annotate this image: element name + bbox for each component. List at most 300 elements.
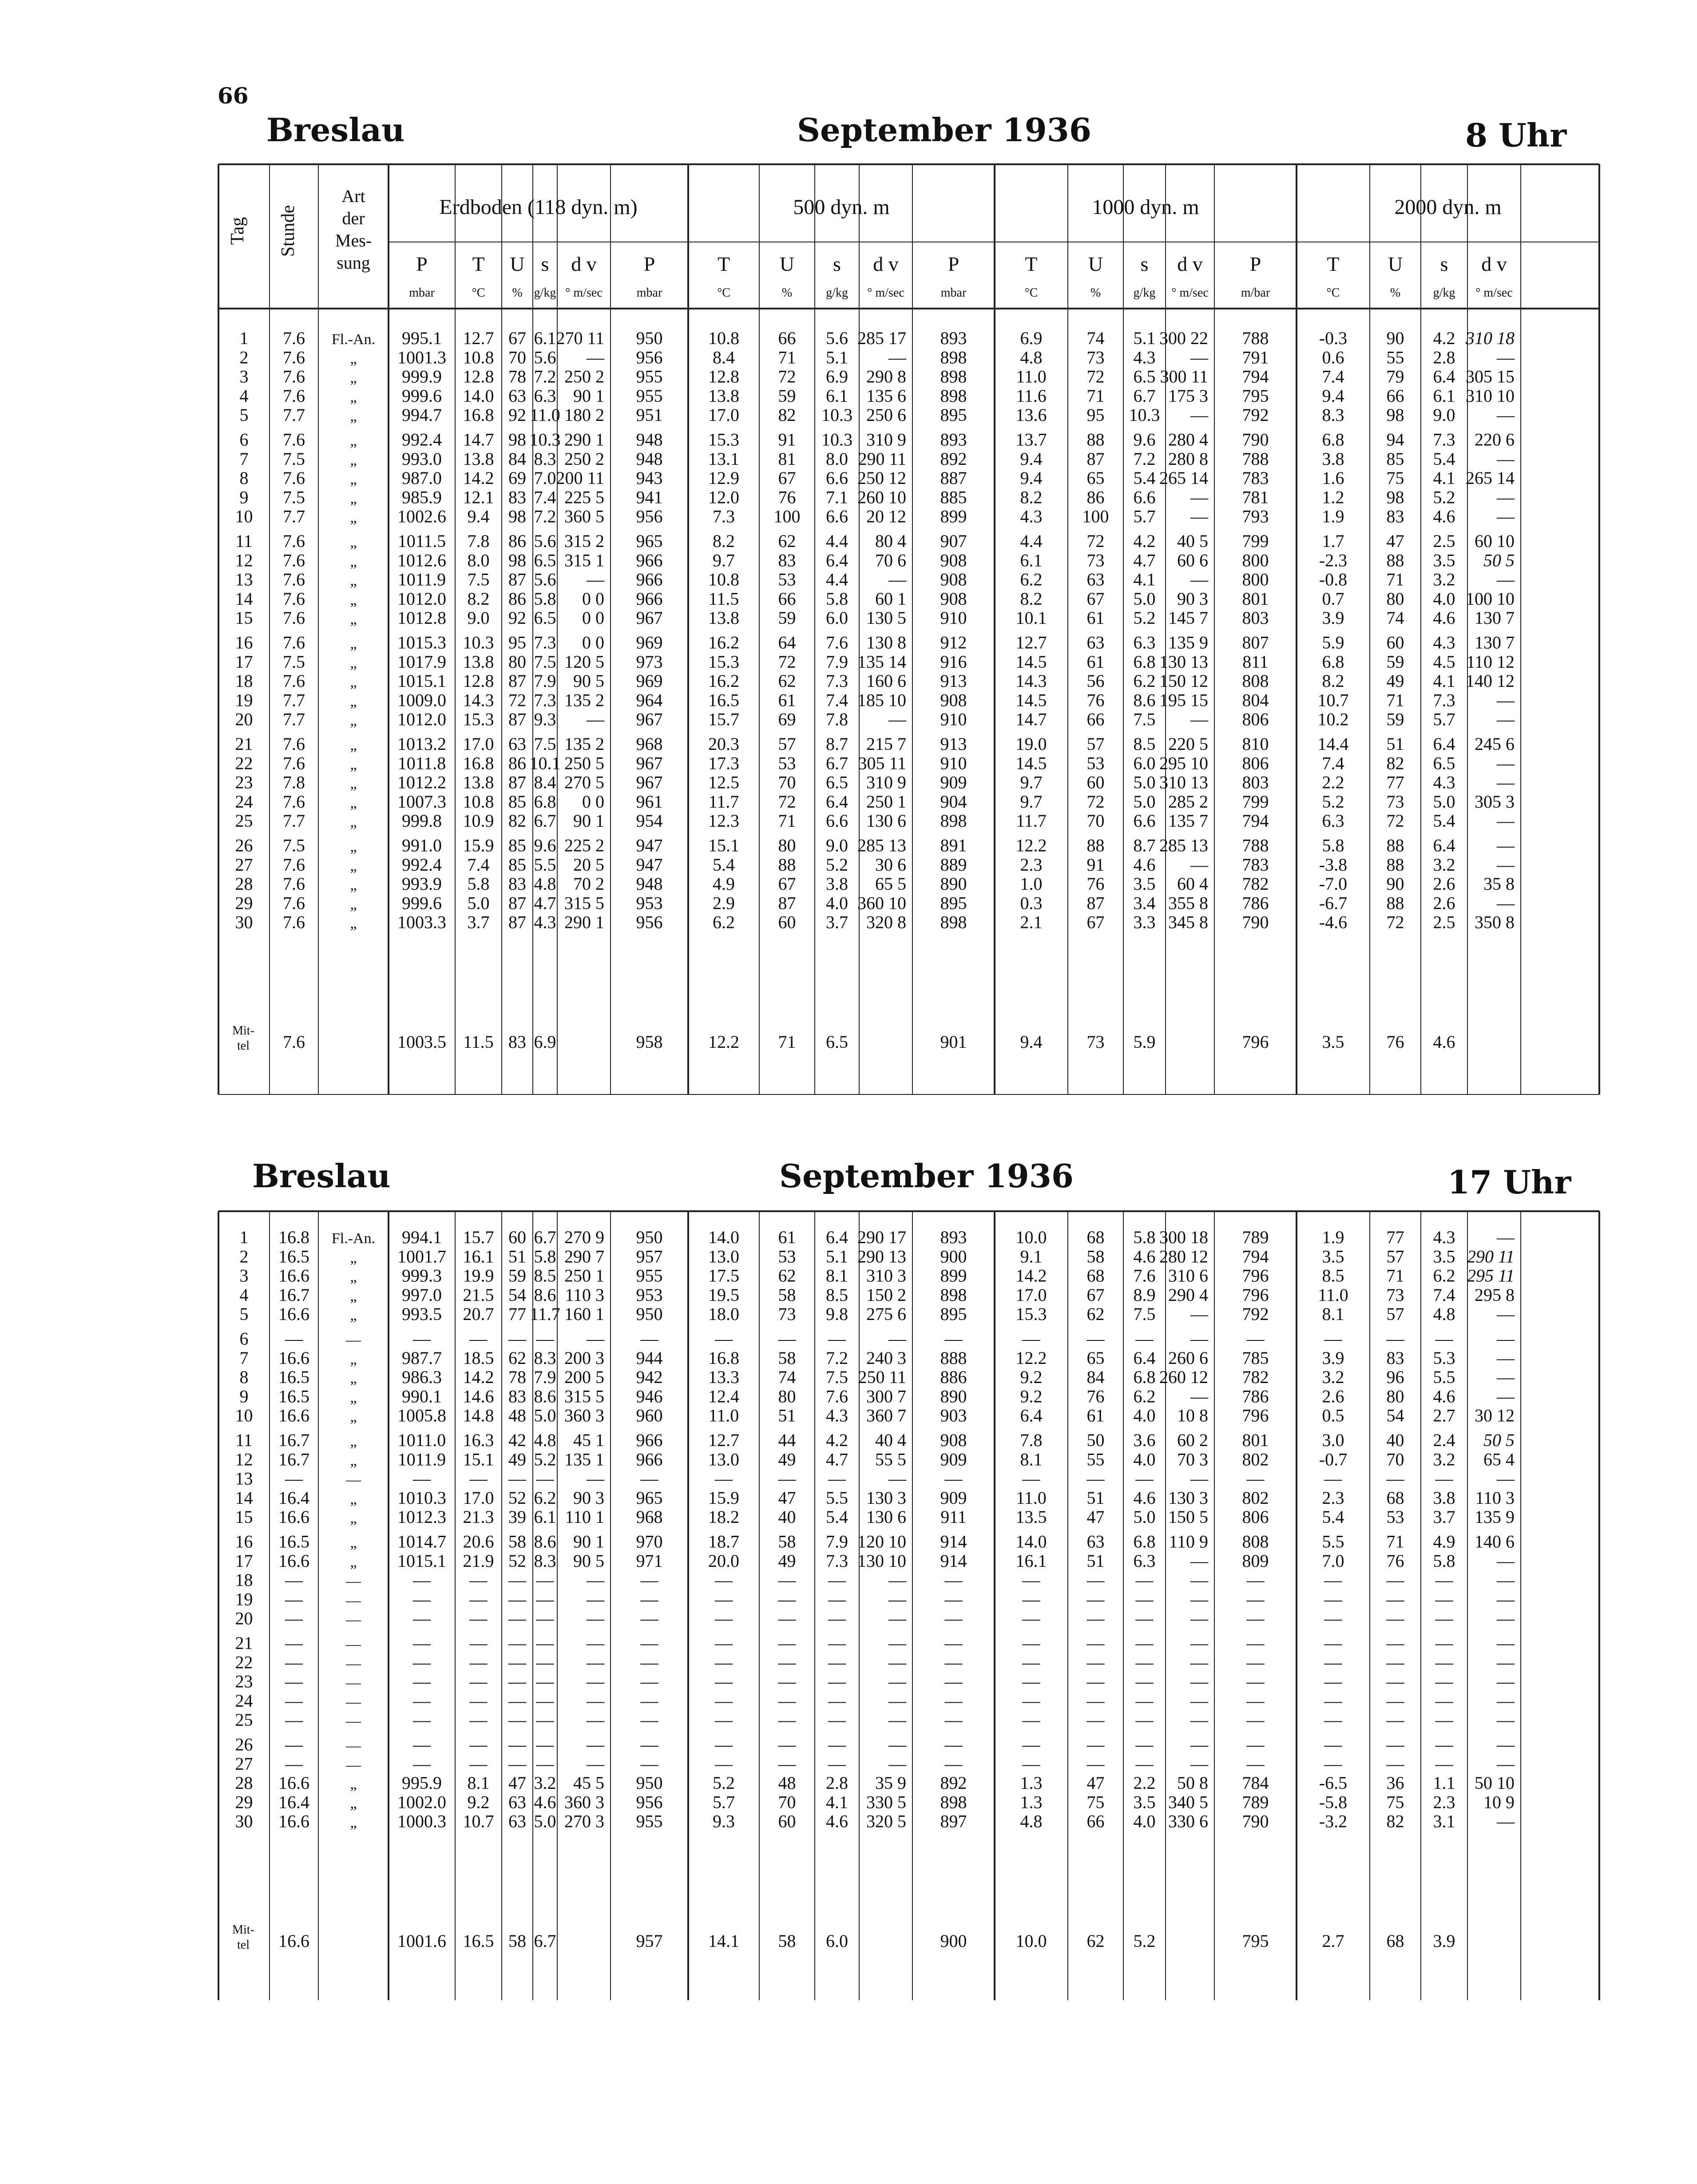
t17-cell: 914	[940, 1550, 967, 1571]
header-quantity: U	[1088, 253, 1103, 275]
t17-cell: —	[346, 1332, 361, 1348]
t8-mittel-cell: 6.5	[826, 1032, 848, 1052]
t17-cell: —	[469, 1608, 488, 1629]
t8-cell: 9.6	[534, 835, 556, 856]
t8-cell: 908	[940, 550, 967, 571]
t8-cell: 12.2	[1015, 835, 1047, 856]
t17-cell: —	[346, 1756, 361, 1773]
t8-cell: 72	[1086, 366, 1105, 387]
t8-cell: 135 9	[1168, 632, 1208, 653]
t17-cell: —	[1246, 1734, 1265, 1755]
t8-cell: 2.6	[1433, 874, 1455, 894]
header-unit: °C	[1024, 286, 1038, 300]
t17-cell: —	[1190, 1671, 1208, 1692]
t8-cell: 130 7	[1475, 608, 1515, 628]
t8-cell: 994.7	[402, 405, 442, 425]
t8-cell: -0.8	[1319, 569, 1348, 590]
t8-cell: 8.7	[826, 734, 848, 754]
t8-cell: 59	[778, 385, 796, 406]
t17-cell: „	[350, 1534, 357, 1551]
t17-cell: 4.0	[1133, 1449, 1156, 1470]
t8-cell: 6.4	[826, 791, 848, 812]
t8-cell: 5.0	[467, 893, 490, 913]
t8-cell: 5.6	[534, 347, 556, 368]
t17-cell: 52	[508, 1550, 526, 1571]
t8-cell: 74	[1386, 608, 1404, 628]
t8-cell: 310 18	[1466, 328, 1515, 348]
t17-cell: 83	[1386, 1348, 1404, 1368]
t17-cell: —	[413, 1633, 431, 1653]
t8-cell: 175 3	[1168, 385, 1208, 406]
t8-cell: —	[1497, 753, 1515, 773]
t17-cell: Fl.-An.	[331, 1230, 376, 1247]
t8-cell: 250 12	[857, 468, 906, 488]
t17-cell: —	[828, 1468, 846, 1489]
t8-cell: —	[1497, 811, 1515, 831]
t8-cell: 899	[940, 506, 967, 527]
t17-cell: —	[888, 1652, 906, 1673]
t8-cell: 13.8	[708, 608, 739, 628]
t17-cell: —	[285, 1608, 303, 1629]
header-unit: g/kg	[534, 286, 556, 300]
t17-cell: —	[1435, 1671, 1453, 1692]
t17-cell: 950	[636, 1773, 663, 1793]
t17-cell: 27	[235, 1753, 253, 1774]
t17-cell: —	[1386, 1468, 1404, 1489]
t8-cell: 9.0	[1433, 405, 1455, 425]
t17-cell: 5	[239, 1304, 249, 1324]
t17-cell: -3.2	[1319, 1811, 1348, 1831]
t8-cell: 200 11	[556, 468, 604, 488]
t17-cell: 8.9	[1133, 1284, 1156, 1305]
t8-cell: 4.4	[826, 569, 848, 590]
t8-cell: 7.6	[283, 874, 305, 894]
t17-cell: —	[715, 1633, 733, 1653]
t17-cell: —	[413, 1570, 431, 1590]
t17-cell: 5.8	[534, 1246, 556, 1267]
t17-cell: —	[888, 1328, 906, 1349]
t8-cell: 5.4	[713, 854, 735, 875]
t8-cell: 795	[1242, 385, 1269, 406]
t17-cell: 4.9	[1433, 1531, 1455, 1552]
t8-cell: 88	[1386, 854, 1404, 875]
t8-cell: —	[1497, 893, 1515, 913]
header-art: sung	[337, 253, 370, 273]
t17-cell: 806	[1242, 1507, 1269, 1527]
t17-cell: 50 5	[1483, 1430, 1515, 1450]
t8-cell: 7.6	[283, 366, 305, 387]
t8-cell: 75	[1386, 468, 1404, 488]
t17-cell: 250 11	[858, 1367, 906, 1387]
t17-cell: —	[944, 1671, 963, 1692]
t17-cell: 76	[1386, 1550, 1404, 1571]
t8-cell: 947	[636, 854, 663, 875]
t8-cell: 904	[940, 791, 967, 812]
t17-cell: 12.2	[1015, 1348, 1047, 1368]
t17-cell: 18.5	[463, 1348, 494, 1368]
t8-cell: 6.6	[826, 811, 848, 831]
t8-cell: 245 6	[1475, 734, 1515, 754]
t17-cell: 26	[235, 1734, 253, 1755]
t17-cell: „	[350, 1288, 357, 1304]
t17-cell: 8.3	[534, 1550, 556, 1571]
t17-cell: 84	[1086, 1367, 1105, 1387]
t17-cell: —	[1135, 1570, 1154, 1590]
t8-cell: 967	[636, 772, 663, 793]
t8-cell: 13.8	[708, 385, 739, 406]
t17-cell: —	[1324, 1570, 1342, 1590]
t8-cell: 6.4	[1433, 835, 1455, 856]
t8-cell: 791	[1242, 347, 1269, 368]
t8-cell: 70	[1086, 811, 1105, 831]
t17-cell: 785	[1242, 1348, 1269, 1368]
t8-cell: —	[1497, 835, 1515, 856]
t8-mittel-cell: 1003.5	[397, 1032, 446, 1052]
t17-cell: 892	[940, 1773, 967, 1793]
header-unit: %	[1090, 286, 1101, 300]
t8-cell: 85	[1386, 448, 1404, 469]
t8-cell: 71	[778, 347, 796, 368]
t17-cell: 5.5	[1322, 1531, 1344, 1552]
t8-cell: 7.6	[826, 632, 848, 653]
t8-cell: 1.9	[1322, 506, 1344, 527]
t17-cell: 29	[235, 1792, 253, 1812]
t17-cell: 6	[239, 1328, 249, 1349]
t17-mittel-label: tel	[237, 1938, 250, 1952]
t8-cell: 16.2	[708, 632, 739, 653]
t17-cell: 150 5	[1168, 1507, 1208, 1527]
t8-cell: 5.9	[1322, 632, 1344, 653]
t17-cell: 6.4	[1133, 1348, 1156, 1368]
t8-cell: 5.6	[534, 569, 556, 590]
t8-cell: 17.0	[463, 734, 494, 754]
t17-cell: —	[1135, 1468, 1154, 1489]
t17-cell: —	[1497, 1550, 1515, 1571]
t8-cell: 73	[1086, 347, 1105, 368]
t8-cell: 130 6	[866, 811, 906, 831]
t8-cell: 916	[940, 651, 967, 672]
t17-cell: 796	[1242, 1284, 1269, 1305]
t17-cell: 16.1	[463, 1246, 494, 1267]
t8-cell: 71	[778, 811, 796, 831]
t17-cell: 74	[778, 1367, 796, 1387]
t17-cell: —	[413, 1710, 431, 1730]
t8-cell: 10.1	[1015, 608, 1047, 628]
t17-cell: 802	[1242, 1449, 1269, 1470]
t17-mittel-cell: 5.2	[1133, 1931, 1156, 1951]
t17-mittel-cell: 2.7	[1322, 1931, 1344, 1951]
t8-cell: 81	[778, 448, 796, 469]
t17-cell: 15.3	[1015, 1304, 1047, 1324]
t17-cell: —	[1135, 1734, 1154, 1755]
t8-cell: 6.2	[713, 912, 735, 932]
t8-cell: 6.5	[534, 550, 556, 571]
t17-cell: 997.0	[402, 1284, 442, 1305]
t8-cell: 5.1	[826, 347, 848, 368]
t8-cell: 130 13	[1159, 651, 1208, 672]
t8-cell: 8.0	[467, 550, 490, 571]
t8-cell: 17.0	[708, 405, 739, 425]
t17-cell: —	[1324, 1690, 1342, 1711]
t17-cell: 7.9	[534, 1367, 556, 1387]
t8-cell: 2.9	[713, 893, 735, 913]
t17-cell: —	[1386, 1570, 1404, 1590]
t17-cell: 784	[1242, 1773, 1269, 1793]
t17-cell: —	[413, 1652, 431, 1673]
t17-cell: —	[508, 1710, 526, 1730]
t8-cell: 23	[235, 772, 253, 793]
t8-cell: 70	[508, 347, 526, 368]
t8-cell: 4.6	[1433, 506, 1455, 527]
t8-cell: 50 5	[1483, 550, 1515, 571]
t17-cell: —	[346, 1693, 361, 1710]
t17-cell: 60 2	[1177, 1430, 1208, 1450]
t17-cell: 790	[1242, 1811, 1269, 1831]
header-quantity: P	[643, 253, 655, 275]
t8-cell: 7.6	[283, 429, 305, 450]
t8-cell: „	[350, 471, 357, 488]
header-quantity: T	[1025, 253, 1038, 275]
t8-cell: 8.2	[1020, 588, 1043, 609]
t8-cell: 55	[1386, 347, 1404, 368]
t8-cell: 25	[235, 811, 253, 831]
t17-cell: —	[285, 1690, 303, 1711]
t8-mittel-cell: 73	[1086, 1032, 1105, 1052]
t8-cell: 912	[940, 632, 967, 653]
t17-cell: 16.6	[278, 1507, 309, 1527]
t17-cell: 290 11	[1467, 1246, 1515, 1267]
t17-cell: —	[888, 1608, 906, 1629]
t8-cell: —	[1190, 854, 1208, 875]
t17-cell: —	[1135, 1652, 1154, 1673]
t17-cell: —	[1497, 1734, 1515, 1755]
t8-cell: -0.3	[1319, 328, 1348, 348]
t8-cell: 51	[1386, 734, 1404, 754]
t17-cell: „	[350, 1268, 357, 1285]
t8-cell: 87	[778, 893, 796, 913]
t17-cell: —	[828, 1753, 846, 1774]
t8-cell: 71	[1386, 690, 1404, 710]
t8-cell: 87	[508, 569, 526, 590]
t8-cell: 87	[508, 709, 526, 729]
t8-cell: 27	[235, 854, 253, 875]
t8-cell: 10.7	[1317, 690, 1349, 710]
t17-cell: 990.1	[402, 1386, 442, 1407]
t8-cell: 20 5	[573, 854, 604, 875]
header-unit: ° m/sec	[1475, 286, 1513, 300]
t17-cell: 80	[778, 1386, 796, 1407]
t17-cell: 5.0	[534, 1405, 556, 1426]
t8-cell: 7.3	[534, 690, 556, 710]
t8-cell: 8.7	[1133, 835, 1156, 856]
t17-cell: —	[778, 1633, 796, 1653]
t8-cell: 3.4	[1133, 893, 1156, 913]
t17-cell: 6.4	[826, 1227, 848, 1247]
t17-cell: —	[413, 1328, 431, 1349]
t8-cell: 72	[1386, 912, 1404, 932]
t8-cell: 1007.3	[397, 791, 446, 812]
t8-cell: -3.8	[1319, 854, 1348, 875]
t17-cell: 61	[778, 1227, 796, 1247]
t8-cell: 7.7	[283, 709, 305, 729]
t17-cell: „	[350, 1351, 357, 1367]
t8-cell: „	[350, 452, 357, 468]
t17-cell: 9	[239, 1386, 249, 1407]
t8-cell: 82	[1386, 753, 1404, 773]
t8-cell: 803	[1242, 772, 1269, 793]
t17-cell: 21.9	[463, 1550, 494, 1571]
t8-cell: 83	[508, 487, 526, 507]
t17-cell: 6.4	[1020, 1405, 1043, 1426]
t17-cell: —	[1386, 1633, 1404, 1653]
t17-cell: —	[828, 1589, 846, 1609]
t8-cell: 17	[235, 651, 253, 672]
t8-mittel-cell: 6.9	[534, 1032, 556, 1052]
t8-cell: 7.6	[283, 608, 305, 628]
t17-cell: 2.3	[1433, 1792, 1455, 1812]
t17-cell: 360 3	[564, 1405, 604, 1426]
t8-cell: 6.8	[1133, 651, 1156, 672]
t17-cell: —	[640, 1652, 658, 1673]
t8-cell: 285 2	[1168, 791, 1208, 812]
t8-cell: 3.7	[467, 912, 490, 932]
t17-cell: 796	[1242, 1405, 1269, 1426]
t8-cell: 86	[508, 753, 526, 773]
t8-cell: 8.3	[534, 448, 556, 469]
t17-cell: 5.4	[1322, 1507, 1344, 1527]
t17-cell: 5.5	[826, 1487, 848, 1508]
t8-cell: 88	[1386, 893, 1404, 913]
t8-cell: 1012.6	[397, 550, 446, 571]
t8-cell: 350 8	[1475, 912, 1515, 932]
t8-cell: 13.6	[1015, 405, 1047, 425]
t17-cell: 786	[1242, 1386, 1269, 1407]
t8-cell: -6.7	[1319, 893, 1348, 913]
t8-cell: 4.3	[1133, 347, 1156, 368]
t17-cell: —	[1386, 1652, 1404, 1673]
page-number: 66	[218, 83, 249, 109]
t17-cell: —	[346, 1655, 361, 1672]
t17-cell: 2.6	[1322, 1386, 1344, 1407]
t8-cell: 991.0	[402, 835, 442, 856]
t17-cell: 280 12	[1159, 1246, 1208, 1267]
t8-cell: 5.2	[826, 854, 848, 875]
t8-cell: 8.2	[713, 531, 735, 551]
t8-cell: 8.0	[826, 448, 848, 469]
t17-cell: —	[587, 1710, 604, 1730]
t8-cell: 77	[1386, 772, 1404, 793]
t8-cell: 220 6	[1475, 429, 1515, 450]
t8-cell: 804	[1242, 690, 1269, 710]
t17-cell: —	[1135, 1328, 1154, 1349]
t8-cell: 78	[508, 366, 526, 387]
t8-cell: 53	[778, 753, 796, 773]
t8-cell: 180 2	[564, 405, 604, 425]
t17-cell: 11.7	[530, 1304, 560, 1324]
t17-cell: 66	[1086, 1811, 1105, 1831]
t8-cell: 15.3	[708, 429, 739, 450]
t17-cell: —	[1190, 1328, 1208, 1349]
table-cells	[227, 186, 1515, 1952]
t17-cell: 52	[508, 1487, 526, 1508]
t17-cell: 20.0	[708, 1550, 739, 1571]
t8-cell: 5.0	[1133, 588, 1156, 609]
t8-cell: 135 2	[564, 734, 604, 754]
t8-cell: -4.6	[1319, 912, 1348, 932]
t8-cell: 59	[1386, 709, 1404, 729]
t17-cell: 65	[1086, 1348, 1105, 1368]
t17-cell: —	[778, 1328, 796, 1349]
t17-cell: 789	[1242, 1792, 1269, 1812]
t17-cell: 999.3	[402, 1265, 442, 1286]
t8-cell: 887	[940, 468, 967, 488]
t17-cell: 1002.0	[397, 1792, 446, 1812]
t17-cell: 35 9	[875, 1773, 906, 1793]
t8-cell: 285 13	[857, 835, 906, 856]
t17-cell: 58	[1086, 1246, 1105, 1267]
t17-mittel-cell: 62	[1086, 1931, 1105, 1951]
t17-cell: 971	[636, 1550, 663, 1571]
t8-cell: 6.1	[826, 385, 848, 406]
t8-cell: 91	[1086, 854, 1105, 875]
t17-cell: 360 7	[866, 1405, 906, 1426]
t17-cell: —	[508, 1608, 526, 1629]
t17-cell: 5.2	[534, 1449, 556, 1470]
t17-cell: —	[1497, 1633, 1515, 1653]
t8-cell: 1003.3	[397, 912, 446, 932]
t17-cell: —	[413, 1690, 431, 1711]
t17-cell: —	[1324, 1710, 1342, 1730]
t17-cell: —	[715, 1468, 733, 1489]
t17-cell: —	[587, 1608, 604, 1629]
header-unit: °C	[472, 286, 485, 300]
t8-cell: 964	[636, 690, 663, 710]
t17-cell: 47	[508, 1773, 526, 1793]
t8-cell: 69	[778, 709, 796, 729]
t17-cell: 63	[508, 1811, 526, 1831]
t8-cell: 88	[1086, 429, 1105, 450]
t8-cell: 64	[778, 632, 796, 653]
t8-cell: 1013.2	[397, 734, 446, 754]
t17-mittel-cell: 6.0	[826, 1931, 848, 1951]
t17-cell: 899	[940, 1265, 967, 1286]
t8-cell: 5.8	[826, 588, 848, 609]
t17-cell: 957	[636, 1246, 663, 1267]
t8-cell: 16	[235, 632, 253, 653]
t17-cell: „	[350, 1408, 357, 1425]
t17-cell: —	[1190, 1710, 1208, 1730]
t8-cell: 12.0	[708, 487, 739, 507]
t17-cell: —	[469, 1753, 488, 1774]
t17-cell: —	[587, 1328, 604, 1349]
t17-cell: 73	[1386, 1284, 1404, 1305]
t17-cell: 270 9	[564, 1227, 604, 1247]
t8-cell: 11.0	[1016, 366, 1047, 387]
t8-mittel-cell: 4.6	[1433, 1032, 1455, 1052]
t8-cell: 2.6	[1433, 893, 1455, 913]
t17-cell: —	[1435, 1608, 1453, 1629]
t8-cell: 82	[778, 405, 796, 425]
t17-cell: 16.7	[278, 1430, 309, 1450]
t17-cell: —	[1086, 1589, 1105, 1609]
t17-cell: 310 6	[1168, 1265, 1208, 1286]
header-unit: %	[1390, 286, 1401, 300]
t8-cell: 360 10	[857, 893, 906, 913]
t8-cell: „	[350, 877, 357, 894]
t8-cell: 6.5	[534, 608, 556, 628]
t8-cell: 13	[235, 569, 253, 590]
t8-cell: 76	[1086, 874, 1105, 894]
